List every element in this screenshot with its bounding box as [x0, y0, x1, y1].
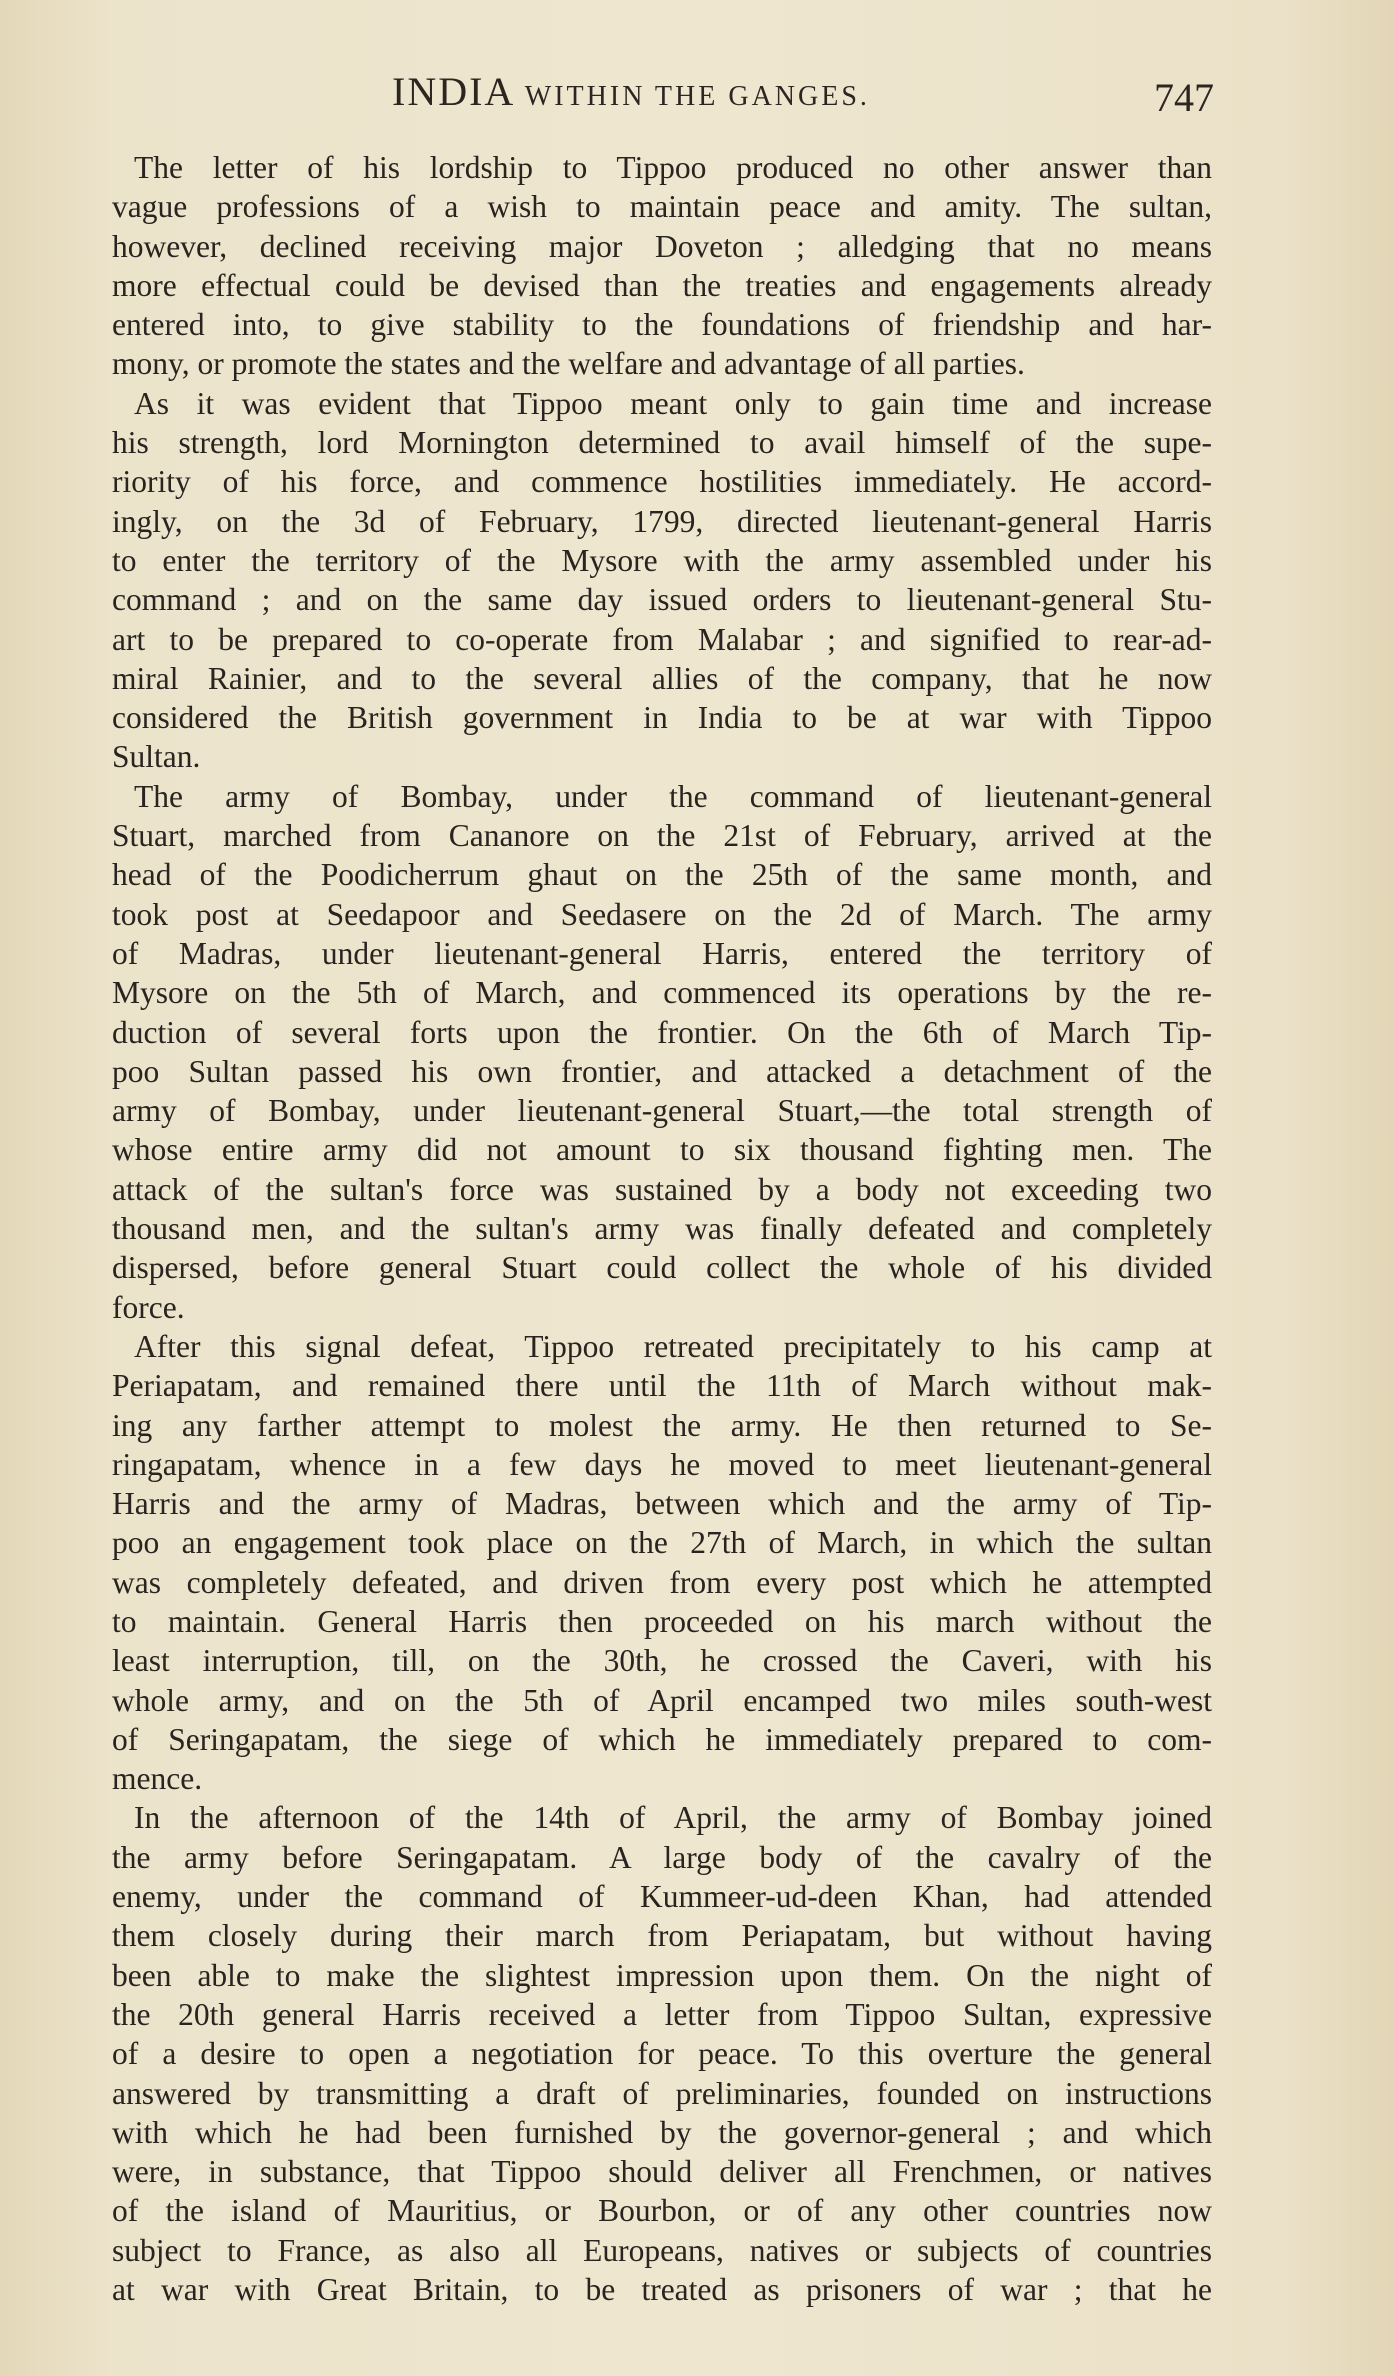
- text-line: ing any farther attempt to molest the army. He then returned to Se-: [112, 1407, 1212, 1443]
- text-line: command ; and on the same day issued orders to lieutenant-general Stu-: [112, 582, 1212, 618]
- text-line: miral Rainier, and to the several allies of the company, that he now: [112, 660, 1212, 696]
- running-head: [392, 68, 870, 115]
- paragraph: [112, 148, 1212, 384]
- text-line: The army of Bombay, under the command of lieutenant-general: [134, 778, 1212, 814]
- text-line: Sultan.: [112, 739, 201, 775]
- text-line: force.: [112, 1289, 185, 1325]
- page-header: [112, 68, 1212, 118]
- text-line: poo Sultan passed his own frontier, and attacked a detachment of the: [112, 1053, 1212, 1089]
- text-line: mony, or promote the states and the welfare and advantage of all parties.: [112, 346, 1025, 382]
- text-line: ingly, on the 3d of February, 1799, directed lieutenant-general Harris: [112, 503, 1212, 539]
- text-line: of the island of Mauritius, or Bourbon, or of any other countries now: [112, 2193, 1212, 2229]
- text-line: art to be prepared to co-operate from Malabar ; and signified to rear-ad-: [112, 621, 1212, 657]
- text-line: Stuart, marched from Cananore on the 21st of February, arrived at the: [112, 818, 1212, 854]
- text-line: the army before Seringapatam. A large body of the cavalry of the: [112, 1839, 1212, 1875]
- text-line: whose entire army did not amount to six thousand fighting men. The: [112, 1132, 1212, 1168]
- text-line: The letter of his lordship to Tippoo produced no other answer than: [134, 150, 1212, 185]
- text-line: however, declined receiving major Doveton ; alledging that no means: [112, 228, 1212, 264]
- text-line: more effectual could be devised than the treaties and engagements already: [112, 267, 1212, 303]
- text-line: considered the British government in India to be at war with Tippoo: [112, 700, 1212, 736]
- text-line: mence.: [112, 1761, 203, 1797]
- text-line: As it was evident that Tippoo meant only to gain time and increase: [134, 385, 1212, 421]
- text-line: Mysore on the 5th of March, and commenced its operations by the re-: [112, 975, 1212, 1011]
- text-line: head of the Poodicherrum ghaut on the 25th of the same month, and: [112, 857, 1212, 893]
- text-line: Harris and the army of Madras, between which and the army of Tip-: [112, 1486, 1212, 1522]
- text-line: Periapatam, and remained there until the 11th of March without mak-: [112, 1368, 1212, 1404]
- text-line: of Madras, under lieutenant-general Harris, entered the territory of: [112, 935, 1212, 971]
- running-head-main: INDIA: [392, 69, 516, 114]
- text-line: entered into, to give stability to the foundations of friendship and har-: [112, 307, 1212, 343]
- text-line: In the afternoon of the 14th of April, the army of Bombay joined: [134, 1800, 1212, 1836]
- text-line: whole army, and on the 5th of April encamped two miles south-west: [112, 1682, 1212, 1718]
- paragraph: [112, 1327, 1212, 1799]
- body-text: [112, 148, 1212, 2309]
- text-line: duction of several forts upon the frontier. On the 6th of March Tip-: [112, 1014, 1212, 1050]
- text-line: thousand men, and the sultan's army was finally defeated and completely: [112, 1211, 1212, 1247]
- running-head-rest: WITHIN THE GANGES.: [515, 81, 870, 112]
- text-line: ringapatam, whence in a few days he moved to meet lieutenant-general: [112, 1446, 1212, 1482]
- text-line: to maintain. General Harris then proceeded on his march without the: [112, 1603, 1212, 1639]
- text-line: army of Bombay, under lieutenant-general Stuart,—the total strength of: [112, 1093, 1212, 1129]
- text-line: were, in substance, that Tippoo should deliver all Frenchmen, or natives: [112, 2154, 1212, 2190]
- text-line: dispersed, before general Stuart could collect the whole of his divided: [112, 1250, 1212, 1286]
- text-line: of Seringapatam, the siege of which he immediately prepared to com-: [112, 1721, 1212, 1757]
- text-line: subject to France, as also all Europeans, natives or subjects of countries: [112, 2232, 1212, 2268]
- paragraph: [112, 777, 1212, 1327]
- text-line: attack of the sultan's force was sustained by a body not exceeding two: [112, 1171, 1212, 1207]
- text-line: enemy, under the command of Kummeer-ud-deen Khan, had attended: [112, 1879, 1212, 1915]
- text-line: to enter the territory of the Mysore with the army assembled under his: [112, 542, 1212, 578]
- text-line: his strength, lord Mornington determined to avail himself of the supe-: [112, 425, 1212, 461]
- text-line: been able to make the slightest impression upon them. On the night of: [112, 1957, 1212, 1993]
- text-line: poo an engagement took place on the 27th of March, in which the sultan: [112, 1525, 1212, 1561]
- text-line: with which he had been furnished by the governor-general ; and which: [112, 2114, 1212, 2150]
- text-line: answered by transmitting a draft of preliminaries, founded on instructions: [112, 2075, 1212, 2111]
- text-line: was completely defeated, and driven from every post which he attempted: [112, 1564, 1212, 1600]
- text-line: took post at Seedapoor and Seedasere on the 2d of March. The army: [112, 896, 1212, 932]
- paragraph: [112, 384, 1212, 777]
- text-line: least interruption, till, on the 30th, he crossed the Caveri, with his: [112, 1643, 1212, 1679]
- paragraph: [112, 1798, 1212, 2309]
- text-line: vague professions of a wish to maintain peace and amity. The sultan,: [112, 189, 1212, 225]
- text-line: the 20th general Harris received a letter from Tippoo Sultan, expressive: [112, 1996, 1212, 2032]
- page-number: 747: [1154, 75, 1214, 120]
- text-line: riority of his force, and commence hostilities immediately. He accord-: [112, 464, 1212, 500]
- text-line: them closely during their march from Periapatam, but without having: [112, 1918, 1212, 1954]
- text-line: at war with Great Britain, to be treated as prisoners of war ; that he: [112, 2272, 1212, 2308]
- text-line: of a desire to open a negotiation for peace. To this overture the general: [112, 2036, 1212, 2072]
- text-line: After this signal defeat, Tippoo retreated precipitately to his camp at: [134, 1328, 1212, 1364]
